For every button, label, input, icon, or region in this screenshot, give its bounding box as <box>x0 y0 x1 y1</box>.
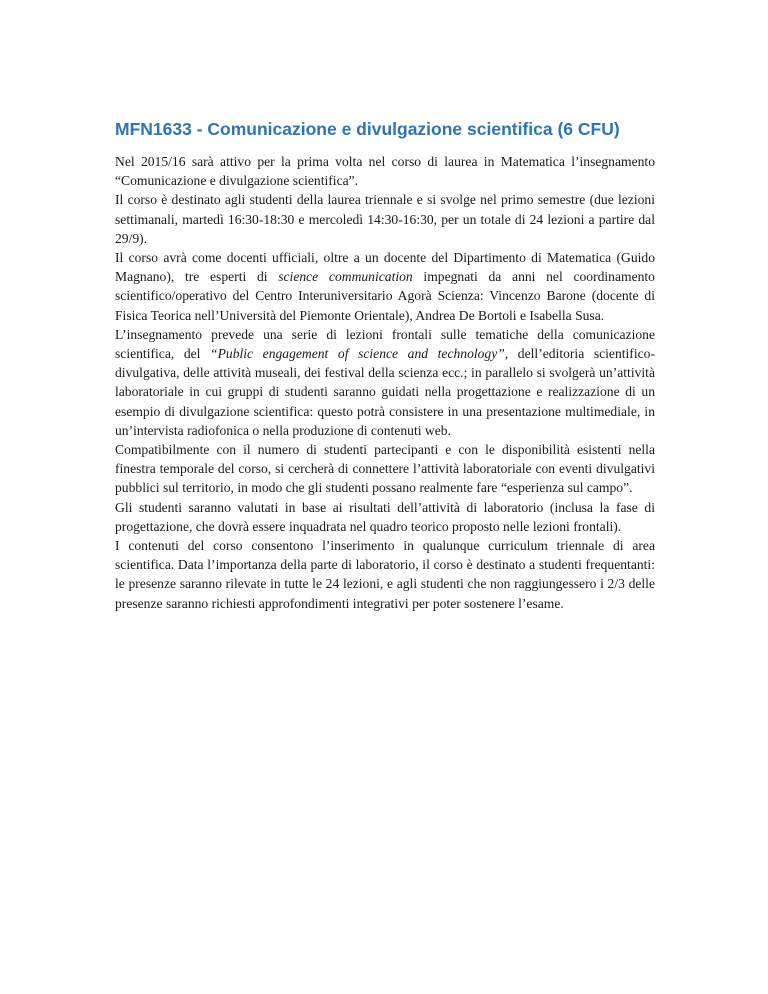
document-body <box>115 152 655 613</box>
paragraph-schedule: Il corso è destinato agli studenti della laurea triennale e si svolge nel primo semestre (due lezioni settimanali, martedì 16:30-18:30 e mercoledì 14:30-16:30, per un totale di 24 lezioni a partire dal 29/9). <box>115 192 655 246</box>
paragraph-contents-text-1: L’insegnamento prevede una serie di lezioni frontali sulle tematiche della comunicazione scientifica, del <box>115 326 655 362</box>
paragraph-attendance: I contenuti del corso consentono l’inserimento in qualunque curriculum triennale di area scientifica. Data l’importanza della parte di laboratorio, il corso è destinato a studenti frequentanti: le presenze saranno rilevate in tutte le 24 lezioni, e agli studenti che non raggiungessero i 2/3 delle presenze saranno richiesti approfondimenti integrativi per poter sostenere l’esame. <box>115 538 655 611</box>
paragraph-teachers-italic: science communication <box>278 269 413 285</box>
paragraph-teachers <box>115 248 655 325</box>
paragraph-evaluation: Gli studenti saranno valutati in base ai risultati dell’attività di laboratorio (inclusa la fase di progettazione, che dovrà essere inquadrata nel quadro teorico proposto nelle lezioni frontali). <box>115 499 655 534</box>
paragraph-contents-italic: “Public engagement of science and technology” <box>210 346 505 362</box>
document-title: MFN1633 - Comunicazione e divulgazione scientifica (6 CFU) <box>115 119 620 139</box>
paragraph-teachers-text-2: impegnati da anni nel coordinamento scientifico/operativo del Centro Interuniversitario Agorà Scienza: Vincenzo Barone (docente di Fisica Teorica nell’Università del Piemonte Orientale), Andrea De Bortoli e Isabella Susa. <box>115 269 655 323</box>
paragraph-contents-text-2: , dell’editoria scientifico-divulgativa, delle attività museali, dei festival della scienza ecc.; in parallelo si svolgerà un’attività laboratoriale in cui gruppi di studenti saranno guidati nella progettazione e realizzazione di un esempio di divulgazione scientifica: questo potrà consistere in una presentazione multimediale, in un’intervista radiofonica o nella produzione di contenuti web. <box>115 346 655 438</box>
paragraph-intro: Nel 2015/16 sarà attivo per la prima volta nel corso di laurea in Matematica l’insegnamento “Comunicazione e divulgazione scientifica”. <box>115 154 655 189</box>
paragraph-contents <box>115 325 655 440</box>
paragraph-events: Compatibilmente con il numero di studenti partecipanti e con le disponibilità esistenti nella finestra temporale del corso, si cercherà di connettere l’attività laboratoriale con eventi divulgativi pubblici sul territorio, in modo che gli studenti possano realmente fare “esperienza sul campo”. <box>115 442 655 496</box>
paragraph-teachers-text-1: Il corso avrà come docenti ufficiali, oltre a un docente del Dipartimento di Matematica (Guido Magnano), tre esperti di <box>115 250 655 285</box>
